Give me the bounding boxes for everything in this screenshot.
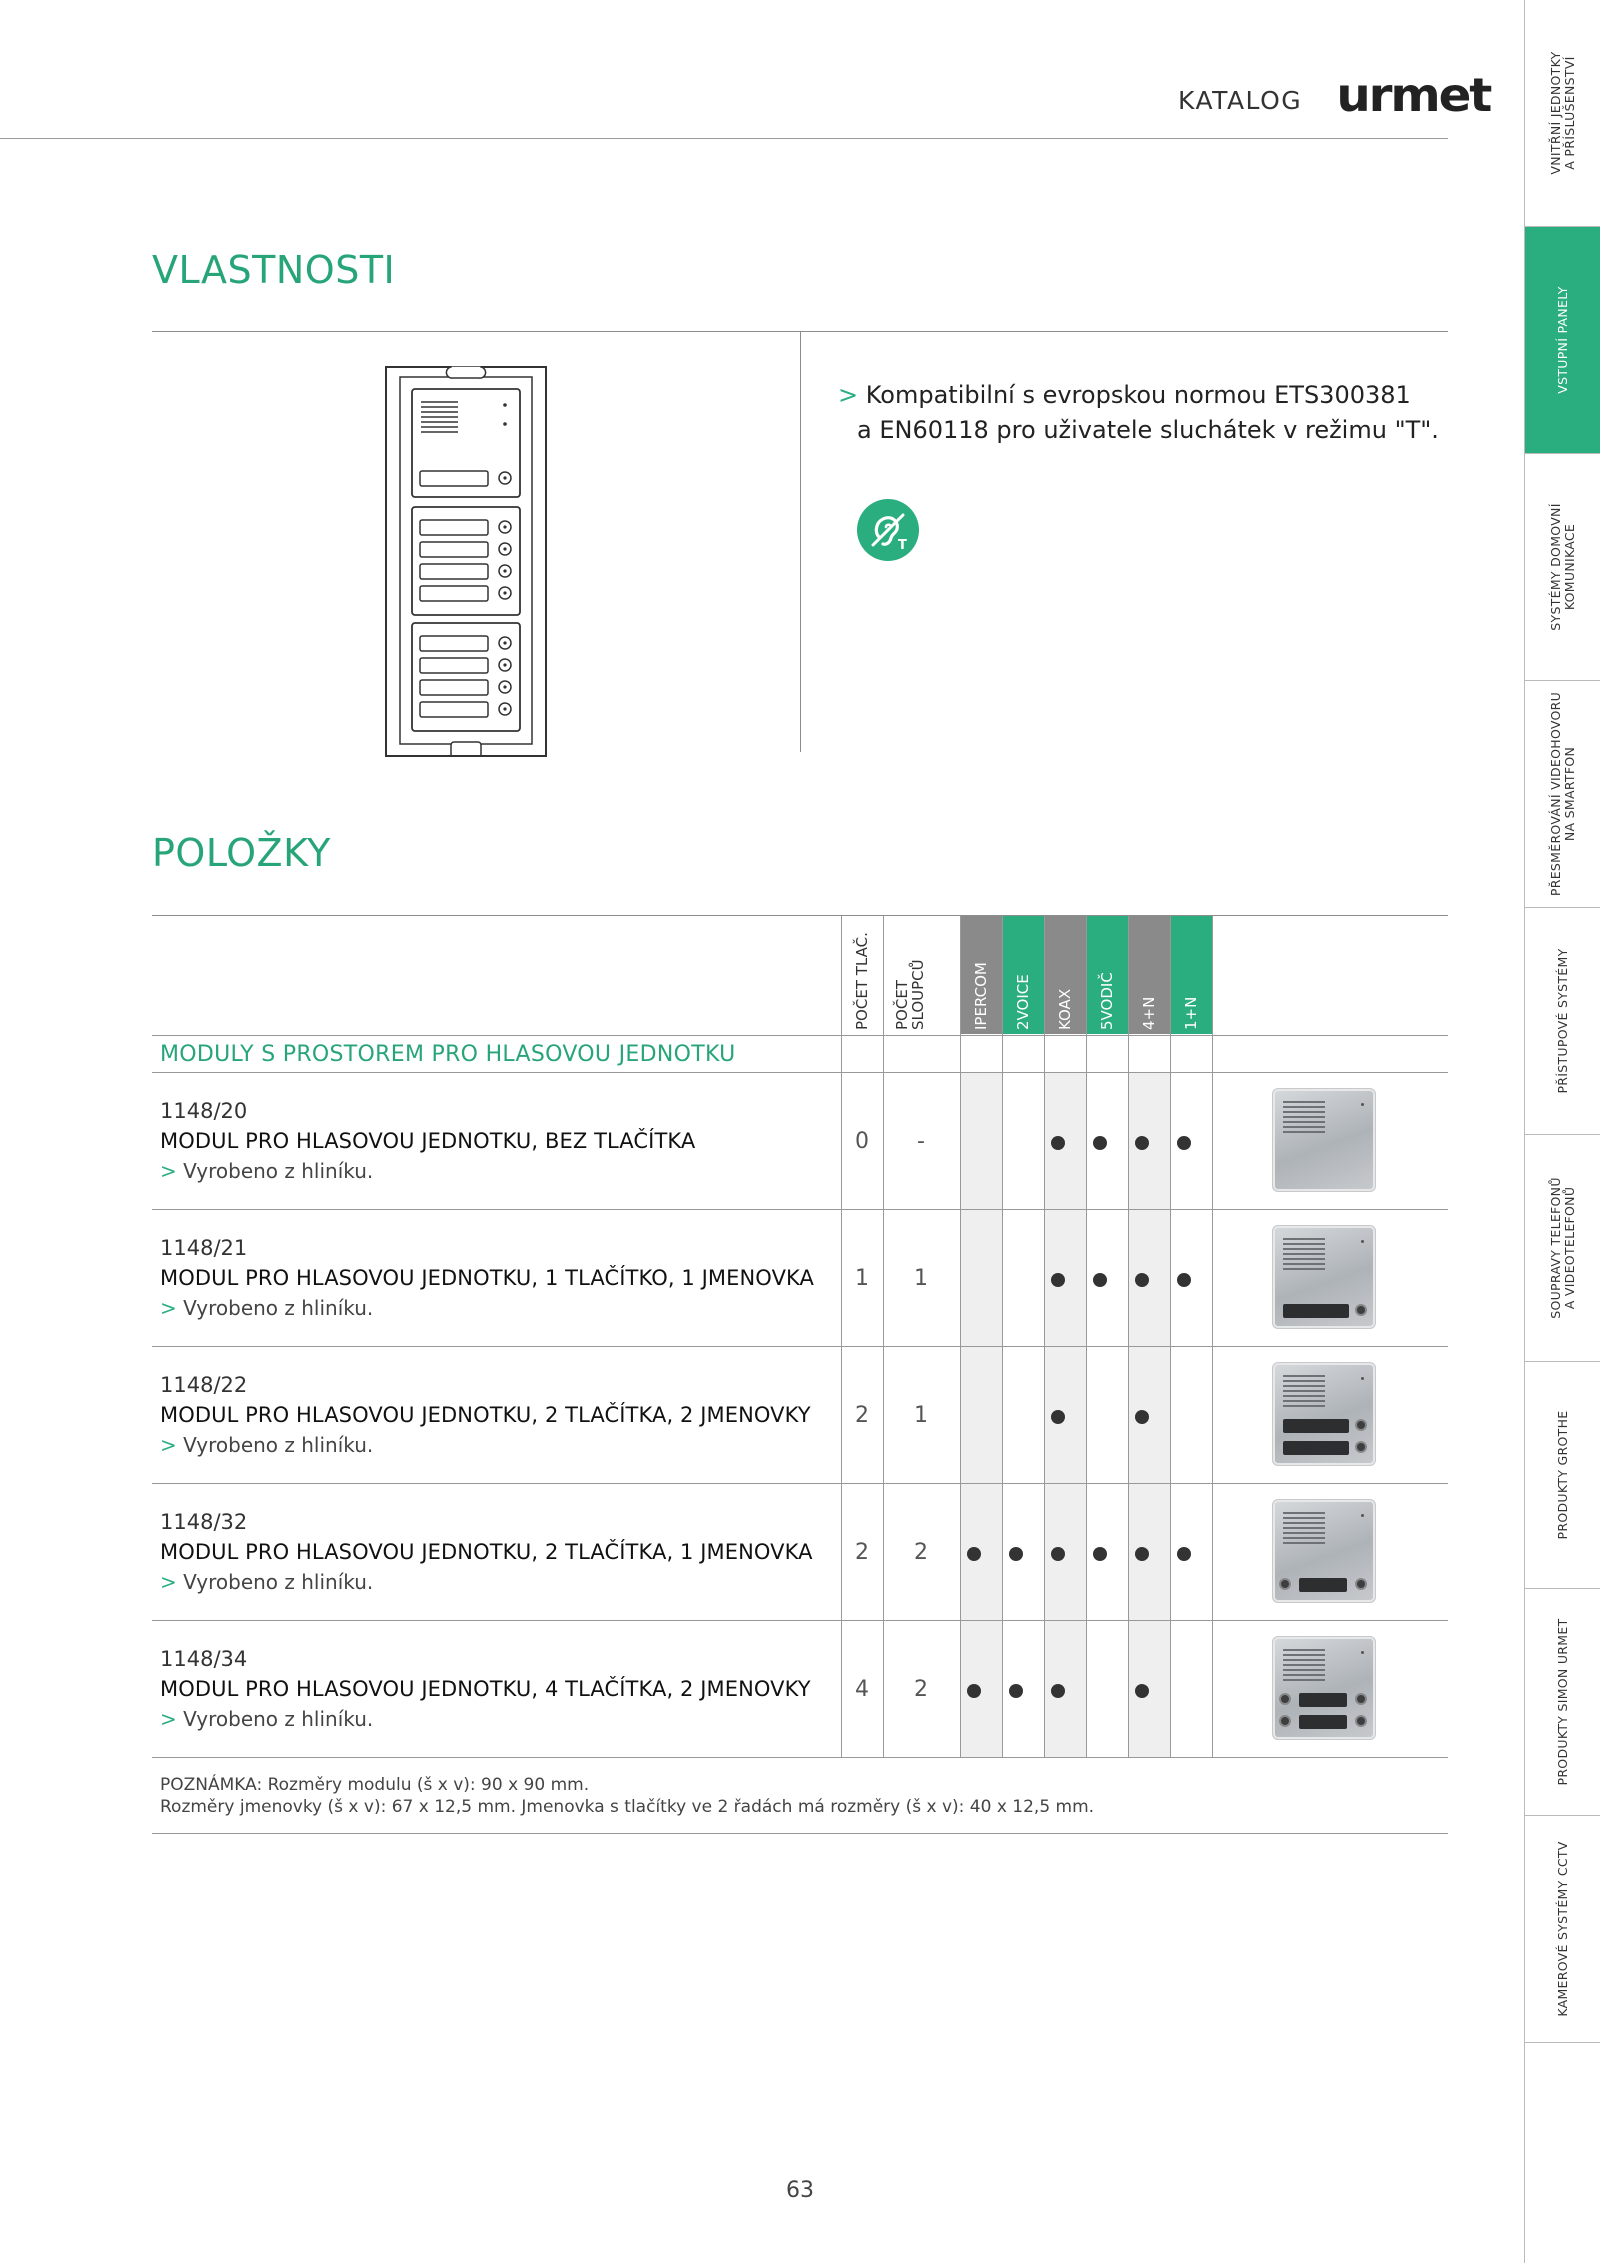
product-note: > Vyrobeno z hliníku.: [160, 1707, 374, 1731]
col-header-ipercom: IPERCOM: [960, 916, 1002, 1034]
compat-dot: [1177, 1273, 1191, 1287]
header-rule: [0, 138, 1448, 139]
hearing-loop-t-icon: [857, 499, 919, 561]
section-rule: [152, 915, 1448, 916]
katalog-label: KATALOG: [1178, 86, 1303, 115]
product-code: 1148/22: [160, 1373, 248, 1397]
tab-soupravy-telefonu[interactable]: [1525, 1135, 1600, 1362]
tab-label: SYSTÉMY DOMOVNÍ KOMUNIKACE: [1548, 503, 1577, 631]
group-title: MODULY S PROSTOREM PRO HLASOVOU JEDNOTKU: [160, 1042, 736, 1067]
tab-label: VNITŘNÍ JEDNOTKY A PŘÍSLUŠENSTVÍ: [1548, 51, 1577, 175]
tab-vstupni-panely[interactable]: [1525, 227, 1600, 454]
product-note: > Vyrobeno z hliníku.: [160, 1296, 374, 1320]
module-image: [1272, 1499, 1376, 1603]
page-number: 63: [786, 2178, 814, 2203]
tab-vnitrni-jednotky[interactable]: [1525, 0, 1600, 227]
section-tabs: [1524, 0, 1600, 2263]
buttons-count: 4: [855, 1677, 869, 1702]
feature-line-1: Kompatibilní s evropskou normou ETS300381: [865, 381, 1411, 409]
tab-kamerove-systemy-cctv[interactable]: [1525, 1816, 1600, 2043]
compat-dot: [1051, 1684, 1065, 1698]
col-header-4n: 4+N: [1128, 916, 1170, 1034]
vertical-divider: [800, 332, 801, 752]
product-note: > Vyrobeno z hliníku.: [160, 1570, 374, 1594]
columns-count: 1: [914, 1266, 928, 1291]
feature-line-2: a EN60118 pro uživatele sluchátek v režimu "T".: [857, 416, 1439, 444]
remark: [160, 1774, 1094, 1818]
t-letter: T: [898, 538, 907, 553]
compat-dot: [1093, 1547, 1107, 1561]
remark-line-2: Rozměry jmenovky (š x v): 67 x 12,5 mm. Jmenovka s tlačítky ve 2 řadách má rozměry (š x v): 40 x 12,5 mm.: [160, 1797, 1095, 1817]
tab-label: SOUPRAVY TELEFONŮ A VIDEOTELEFONŮ: [1548, 1177, 1577, 1319]
section-title-vlastnosti: VLASTNOSTI: [152, 248, 396, 292]
col-header-1n: 1+N: [1170, 916, 1212, 1034]
product-code: 1148/32: [160, 1510, 248, 1534]
tab-label: PŘÍSTUPOVÉ SYSTÉMY: [1555, 948, 1570, 1094]
tab-label: PRODUKTY GROTHE: [1555, 1410, 1570, 1540]
product-name: MODUL PRO HLASOVOU JEDNOTKU, 1 TLAČÍTKO, 1 JMENOVKA: [160, 1266, 814, 1290]
columns-count: 1: [914, 1403, 928, 1428]
product-note: > Vyrobeno z hliníku.: [160, 1159, 374, 1183]
buttons-count: 0: [855, 1129, 869, 1154]
compat-dot: [1051, 1547, 1065, 1561]
compat-dot: [967, 1547, 981, 1561]
compat-dot: [1093, 1273, 1107, 1287]
section-title-polozky: POLOŽKY: [152, 831, 331, 875]
compat-dot: [1135, 1684, 1149, 1698]
product-name: MODUL PRO HLASOVOU JEDNOTKU, 4 TLAČÍTKA, 2 JMENOVKY: [160, 1677, 811, 1701]
table-row: [152, 1347, 1448, 1484]
tab-systemy-domovni-komunikace[interactable]: [1525, 454, 1600, 681]
product-name: MODUL PRO HLASOVOU JEDNOTKU, 2 TLAČÍTKA, 1 JMENOVKA: [160, 1540, 813, 1564]
product-code: 1148/20: [160, 1099, 248, 1123]
module-image: [1272, 1636, 1376, 1740]
buttons-count: 2: [855, 1540, 869, 1565]
compat-dot: [1135, 1547, 1149, 1561]
table-row: [152, 1621, 1448, 1758]
table-row: [152, 1484, 1448, 1621]
tab-empty: [1525, 2043, 1600, 2263]
compat-dot: [1135, 1136, 1149, 1150]
feature-text: [838, 378, 1439, 448]
compat-dot: [1051, 1410, 1065, 1424]
entry-panel-drawing: [385, 366, 547, 758]
col-header-2voice: 2VOICE: [1002, 916, 1044, 1034]
remark-rule: [152, 1833, 1448, 1834]
product-name: MODUL PRO HLASOVOU JEDNOTKU, 2 TLAČÍTKA, 2 JMENOVKY: [160, 1403, 811, 1427]
compat-dot: [1177, 1547, 1191, 1561]
tab-label: KAMEROVÉ SYSTÉMY CCTV: [1555, 1841, 1570, 2017]
compat-dot: [1009, 1684, 1023, 1698]
compat-dot: [1135, 1273, 1149, 1287]
columns-count: -: [917, 1129, 925, 1154]
header-bottom-rule: [152, 1035, 1448, 1036]
columns-count: 2: [914, 1677, 928, 1702]
module-image: [1272, 1088, 1376, 1192]
tab-label: VSTUPNÍ PANELY: [1555, 286, 1570, 394]
product-note: > Vyrobeno z hliníku.: [160, 1433, 374, 1457]
table-row: [152, 1210, 1448, 1347]
col-header-pocet-tlac: POČET TLAČ.: [853, 932, 871, 1030]
urmet-logo: urmet: [1336, 68, 1491, 122]
table-row: [152, 1073, 1448, 1210]
tab-produkty-grothe[interactable]: [1525, 1362, 1600, 1589]
columns-count: 2: [914, 1540, 928, 1565]
buttons-count: 1: [855, 1266, 869, 1291]
col-header-koax: KOAX: [1044, 916, 1086, 1034]
module-image: [1272, 1362, 1376, 1466]
compat-dot: [1177, 1136, 1191, 1150]
bullet-arrow: >: [838, 381, 866, 409]
compat-dot: [967, 1684, 981, 1698]
compat-dot: [1051, 1136, 1065, 1150]
tab-produkty-simon-urmet[interactable]: [1525, 1589, 1600, 1816]
tab-presmerovani-videohovoru[interactable]: [1525, 681, 1600, 908]
compat-dot: [1009, 1547, 1023, 1561]
tab-pristupove-systemy[interactable]: [1525, 908, 1600, 1135]
module-image: [1272, 1225, 1376, 1329]
product-code: 1148/34: [160, 1647, 248, 1671]
col-header-pocet-sloupcu: POČET SLOUPCŮ: [893, 959, 927, 1030]
remark-line-1: POZNÁMKA: Rozměry modulu (š x v): 90 x 90 mm.: [160, 1775, 590, 1795]
buttons-count: 2: [855, 1403, 869, 1428]
tab-label: PRODUKTY SIMON URMET: [1555, 1618, 1570, 1786]
compat-dot: [1135, 1410, 1149, 1424]
product-name: MODUL PRO HLASOVOU JEDNOTKU, BEZ TLAČÍTKA: [160, 1129, 696, 1153]
compat-dot: [1093, 1136, 1107, 1150]
product-code: 1148/21: [160, 1236, 248, 1260]
compat-dot: [1051, 1273, 1065, 1287]
tab-label: PŘESMĚROVÁNÍ VIDEOHOVORU NA SMARTFON: [1548, 691, 1577, 897]
col-header-5vodic: 5VODIČ: [1086, 916, 1128, 1034]
